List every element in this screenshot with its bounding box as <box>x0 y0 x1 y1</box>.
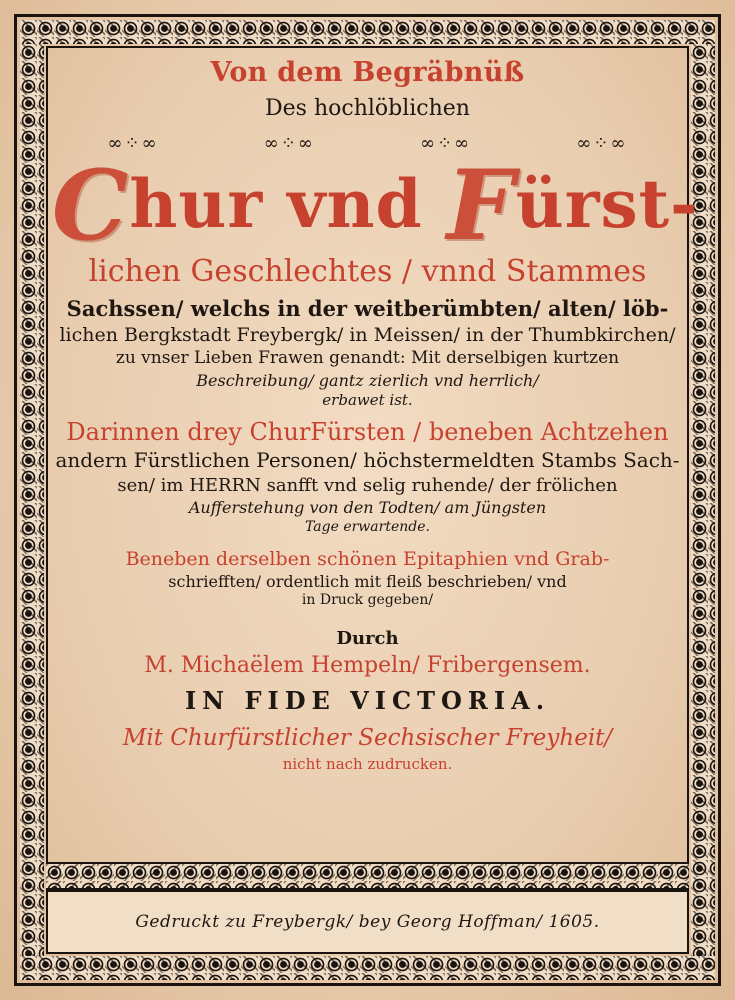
imprint-text: Gedruckt zu Freybergk/ bey Georg Hoffman/ 1605. <box>135 912 600 932</box>
body-line: in Druck gegeben/ <box>301 592 434 609</box>
body-line: Aufferstehung von den Todten/ am Jüngsten <box>188 498 547 518</box>
ornament-icon: ∞⁘∞ <box>576 132 628 154</box>
decorated-initial-c: C <box>52 148 130 262</box>
ornament-icon: ∞⁘∞ <box>420 132 472 154</box>
body-line: schriefften/ ordentlich mit fleiß beschrieben/ vnd <box>168 572 567 592</box>
author-name-part: M. Michaëlem <box>144 652 311 678</box>
body-line: Beschreibung/ gantz zierlich vnd herrlich/ <box>196 370 539 390</box>
author-surname: Hempeln <box>310 652 413 678</box>
imprint-box <box>46 890 689 954</box>
privilege-line: nicht nach zudrucken. <box>282 755 453 774</box>
ornament-border-left <box>20 44 44 956</box>
main-title <box>52 148 699 262</box>
body-line: lichen Bergkstadt Freybergk/ in Meissen/ in der Thumbkirchen/ <box>59 323 676 346</box>
title-text: hur vnd <box>129 164 447 243</box>
privilege-line: Mit Churfürstlicher Sechsischer Freyheit/ <box>122 724 613 751</box>
author-line <box>52 654 683 678</box>
red-body-line: Beneben derselben schönen Epitaphien vnd Grab- <box>125 547 610 570</box>
decorated-initial-f: F <box>446 148 516 262</box>
ornament-row <box>108 133 628 154</box>
body-line: zu vnser Lieben Frawen genandt: Mit derselbigen kurtzen <box>115 348 620 369</box>
body-line: erbawet ist. <box>322 391 413 410</box>
title-line: lichen Geschlechtes / vnnd Stammes <box>88 253 647 289</box>
ornament-border-bottom <box>20 956 715 980</box>
heading-line: Von dem Begräbnüß <box>210 57 525 88</box>
body-line: Sachssen/ welchs in der weitberümbten/ alten/ löb- <box>66 296 669 322</box>
ornament-icon: ∞⁘∞ <box>107 132 159 154</box>
motto: IN FIDE VICTORIA. <box>184 685 551 715</box>
red-body-line: Darinnen drey ChurFürsten / beneben Achtzehen <box>66 418 669 447</box>
ornament-border-top <box>20 20 715 44</box>
by-line: Durch <box>336 627 399 649</box>
subheading-line: Des hochlöblichen <box>265 96 470 122</box>
ornament-icon: ∞⁘∞ <box>263 132 315 154</box>
ornament-divider <box>46 862 689 890</box>
body-line: andern Fürstlichen Personen/ höchstermeldten Stambs Sach- <box>55 448 680 473</box>
title-text-block <box>52 50 699 774</box>
title-text: ürst- <box>515 164 699 243</box>
body-line: Tage erwartende. <box>305 518 430 535</box>
body-line: sen/ im HERRN sanfft vnd selig ruhende/ der frölichen <box>117 474 618 496</box>
author-suffix: / Fribergensem. <box>412 652 591 678</box>
